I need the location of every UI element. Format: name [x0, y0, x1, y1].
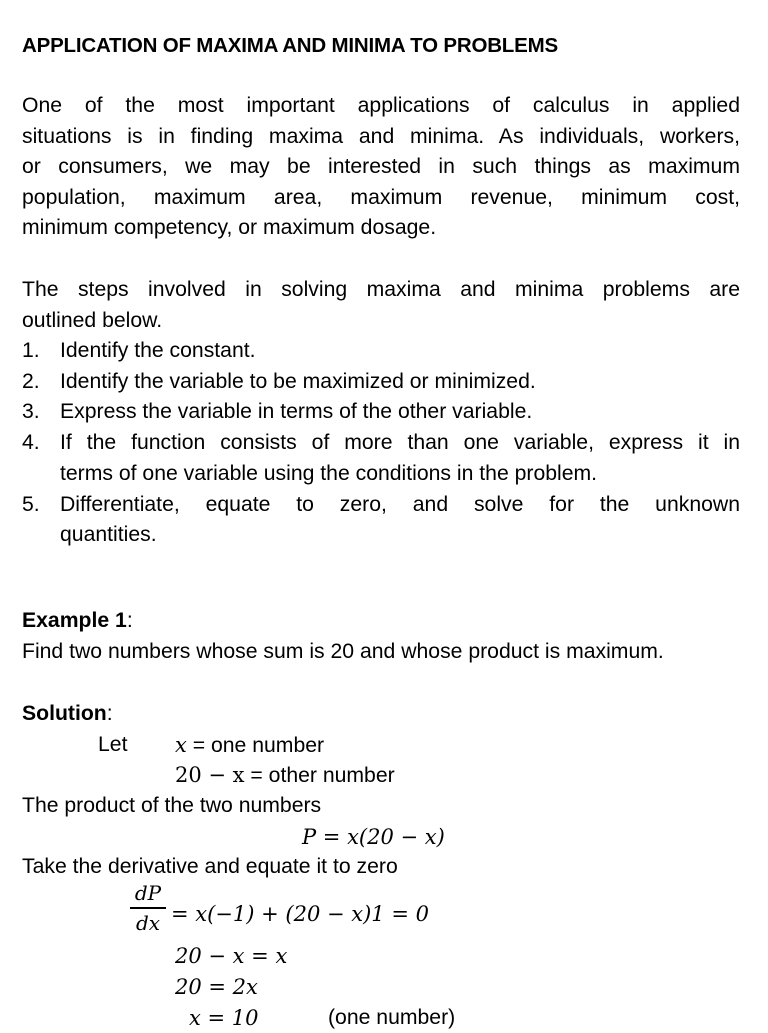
page-title: APPLICATION OF MAXIMA AND MINIMA TO PROBLEMS — [22, 34, 558, 57]
example-colon: : — [126, 609, 133, 632]
list-number: 2. — [22, 370, 40, 393]
math-variable: x — [175, 733, 187, 757]
solution-heading — [22, 699, 113, 729]
list-text: Express the variable in terms of the other variable. — [60, 400, 533, 423]
example-heading — [22, 606, 133, 636]
list-text: Identify the variable to be maximized or minimized. — [60, 370, 536, 393]
equation-step-3: x = 10 — [189, 1006, 259, 1030]
equation-step-2: 20 = 2x — [175, 975, 258, 999]
solution-label: Solution — [22, 702, 107, 725]
definition-text: = other number — [244, 764, 395, 787]
list-number: 1. — [22, 339, 40, 362]
derivative-equation: = x(−1) + (20 − x)1 = 0 — [171, 902, 429, 926]
intro-line-5: minimum competency, or maximum dosage. — [22, 216, 437, 239]
intro-line-2: situations is in finding maxima and minima. As individuals, workers, — [22, 125, 740, 148]
math-expression: 20 − x — [175, 763, 245, 787]
product-text: The product of the two numbers — [22, 794, 322, 817]
list-text: Differentiate, equate to zero, and solve for the unknown — [60, 493, 740, 516]
equation-step-1: 20 − x = x — [175, 944, 288, 968]
list-text: quantities. — [60, 523, 157, 546]
example-label: Example 1 — [22, 609, 127, 632]
fraction-denominator: dx — [135, 910, 161, 935]
list-number: 3. — [22, 400, 40, 423]
let-line-2 — [175, 760, 395, 791]
intro-line-3: or consumers, we may be interested in such things as maximum — [22, 155, 740, 178]
example-problem: Find two numbers whose sum is 20 and whose product is maximum. — [22, 640, 664, 663]
steps-intro-line-1: The steps involved in solving maxima and minima problems are — [22, 278, 740, 301]
intro-line-4: population, maximum area, maximum revenue, minimum cost, — [22, 186, 740, 209]
fraction-numerator: dP — [134, 881, 162, 905]
list-text: terms of one variable using the conditions in the problem. — [60, 462, 598, 485]
product-equation: P = x(20 − x) — [302, 825, 445, 849]
derivative-fraction — [130, 880, 166, 936]
fraction-bar — [130, 907, 166, 909]
let-line-1 — [175, 730, 324, 761]
derivative-text: Take the derivative and equate it to zero — [22, 855, 398, 878]
let-word: Let — [98, 733, 128, 756]
equation-note: (one number) — [328, 1006, 456, 1029]
document-page — [22, 0, 740, 1030]
steps-intro-line-2: outlined below. — [22, 309, 163, 332]
list-number: 4. — [22, 431, 40, 454]
intro-line-1: One of the most important applications of calculus in applied — [22, 94, 740, 117]
list-number: 5. — [22, 493, 40, 516]
definition-text: = one number — [186, 734, 325, 757]
solution-colon: : — [106, 702, 113, 725]
list-text: If the function consists of more than one variable, express it in — [60, 431, 740, 454]
list-text: Identify the constant. — [60, 339, 256, 362]
